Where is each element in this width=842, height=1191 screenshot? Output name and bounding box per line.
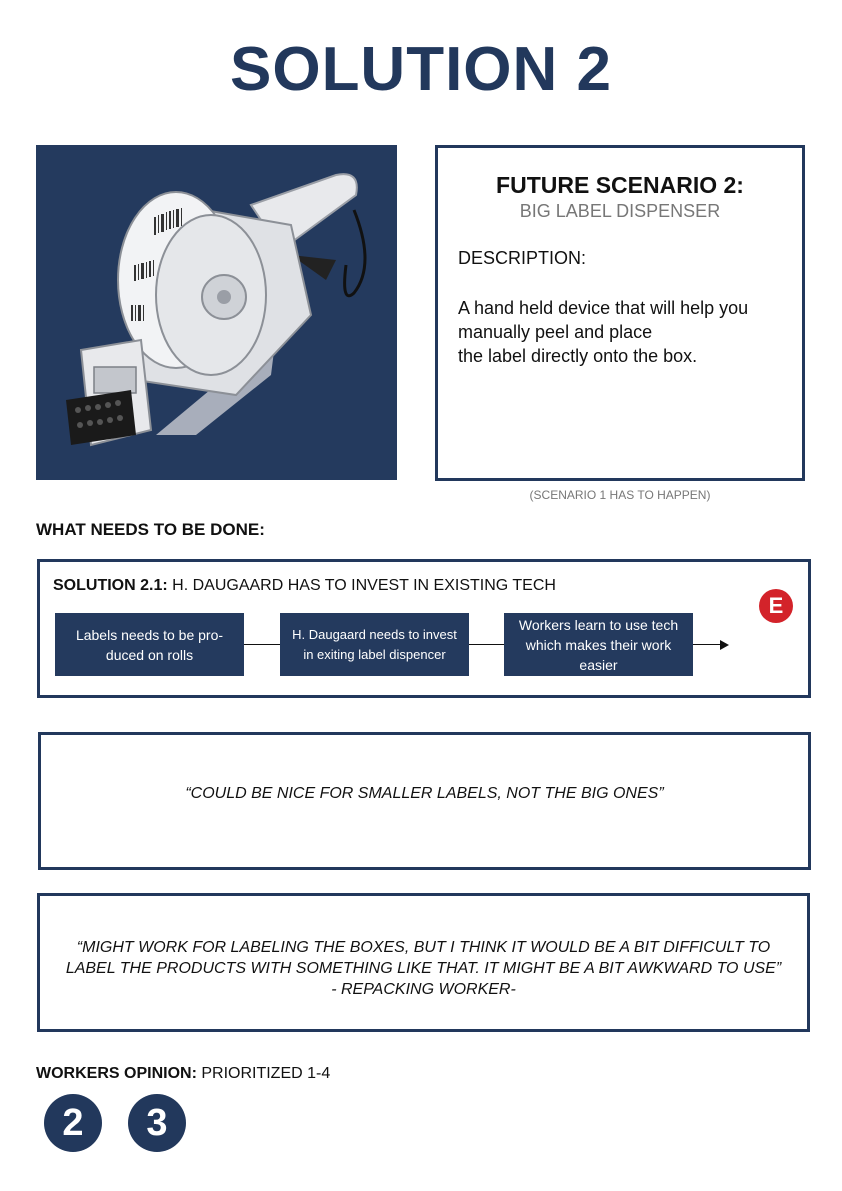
priority-badge: 3 (128, 1094, 186, 1152)
what-needs-heading: WHAT NEEDS TO BE DONE: (36, 520, 265, 539)
quote-attribution: - REPACKING WORKER- (331, 981, 516, 998)
step-box: H. Daugaard needs to invest in exiting label dispencer (280, 613, 469, 676)
category-badge: E (759, 589, 793, 623)
quote-text (40, 937, 807, 1000)
step-connector (693, 644, 721, 645)
solution-title (53, 577, 556, 595)
page-title: SOLUTION 2 (229, 35, 613, 104)
solution-card (37, 559, 811, 698)
priority-badge: 2 (44, 1094, 102, 1152)
scenario-subtitle: BIG LABEL DISPENSER (519, 201, 721, 221)
step-box: Workers learn to use tech which makes their work easier (504, 613, 693, 676)
quote-line: LABEL THE PRODUCTS WITH SOMETHING LIKE THAT. IT MIGHT BE A BIT AWKWARD TO USE” (65, 960, 782, 977)
scenario-title: FUTURE SCENARIO 2: (496, 172, 744, 198)
scenario-dependency-note: (SCENARIO 1 HAS TO HAPPEN) (529, 488, 711, 502)
opinion-text: PRIORITIZED 1-4 (201, 1065, 331, 1082)
description-line: A hand held device that will help you (458, 298, 749, 318)
quote-card (38, 732, 811, 870)
quote-line: “MIGHT WORK FOR LABELING THE BOXES, BUT I THINK IT WOULD BE A BIT DIFFICULT TO (76, 939, 771, 956)
quote-line: “COULD BE NICE FOR SMALLER LABELS, NOT THE BIG ONES” (185, 785, 664, 802)
description-line: the label directly onto the box. (458, 346, 698, 366)
step-box: Labels needs to be pro-duced on rolls (55, 613, 244, 676)
quote-card (37, 893, 810, 1032)
arrow-right-icon (720, 640, 729, 650)
solution-label: SOLUTION 2.1: (53, 577, 168, 594)
description-text (458, 296, 788, 368)
description-label: DESCRIPTION: (458, 248, 587, 268)
future-scenario-card (435, 145, 805, 481)
label-dispenser-illustration (36, 145, 397, 480)
solution-text: H. DAUGAARD HAS TO INVEST IN EXISTING TECH (172, 577, 556, 594)
workers-opinion (36, 1065, 330, 1083)
step-connector (469, 644, 504, 645)
product-image (36, 145, 397, 480)
opinion-label: WORKERS OPINION: (36, 1065, 197, 1082)
quote-text (41, 783, 808, 804)
step-connector (244, 644, 280, 645)
description-line: manually peel and place (458, 322, 653, 342)
